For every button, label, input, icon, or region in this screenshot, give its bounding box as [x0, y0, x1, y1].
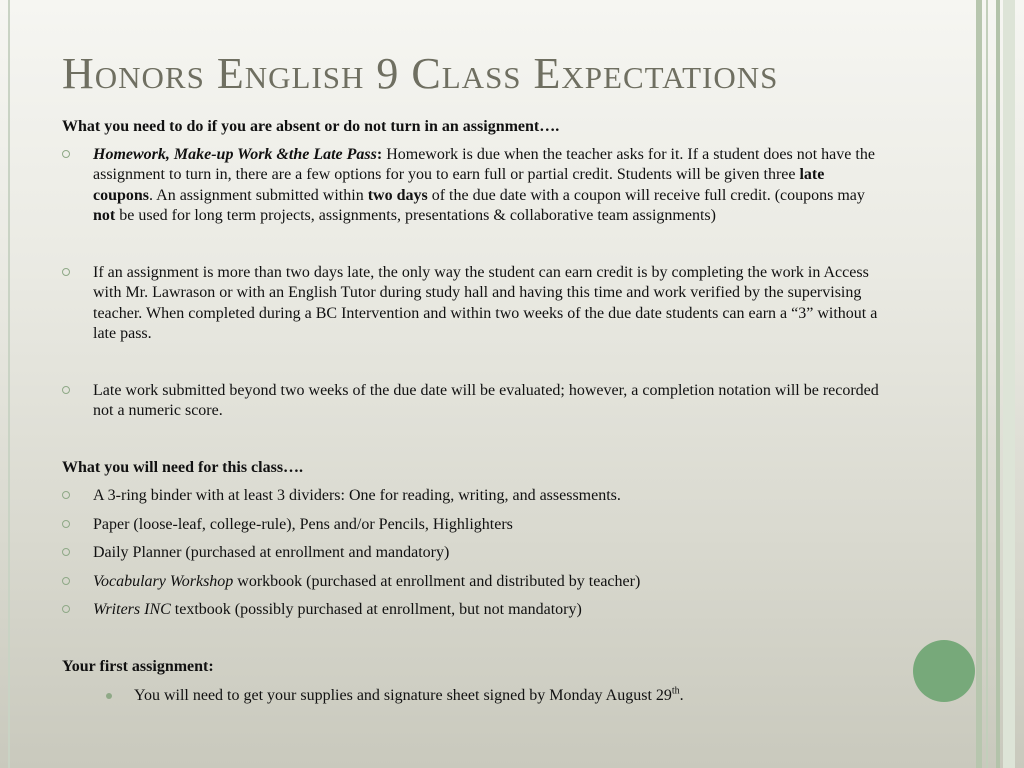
- ring-bullet-icon: [62, 577, 70, 585]
- slide-title: Honors English 9 Class Expectations: [62, 49, 779, 98]
- supply-item: Vocabulary Workshop workbook (purchased at enrollment and distributed by teacher): [62, 572, 882, 593]
- supply-item: Writers INC textbook (possibly purchased at enrollment, but not mandatory): [62, 600, 882, 621]
- frame-line-left: [8, 0, 10, 768]
- frame-line-right-1: [976, 0, 982, 768]
- late-work-bullet: If an assignment is more than two days late, the only way the student can earn credit is by completing the work in Access with Mr. Lawrason or with an English Tutor during study hall and having this time and work verified by the supervising teacher. When completed during a BC Intervention and within two weeks of the due date students can earn a “3” without a late pass.: [62, 263, 882, 345]
- dot-bullet-icon: [106, 693, 112, 699]
- slide-content: [62, 117, 882, 707]
- supply-item: Daily Planner (purchased at enrollment and mandatory): [62, 543, 882, 564]
- ring-bullet-icon: [62, 548, 70, 556]
- ring-bullet-icon: [62, 520, 70, 528]
- absent-heading: What you need to do if you are absent or do not turn in an assignment….: [62, 118, 560, 135]
- first-assignment-heading: Your first assignment:: [62, 657, 214, 675]
- decorative-circle: [913, 640, 975, 702]
- ring-bullet-icon: [62, 605, 70, 613]
- supplies-heading: What you will need for this class….: [62, 458, 304, 476]
- ring-bullet-icon: [62, 491, 70, 499]
- frame-line-right-2: [986, 0, 988, 768]
- supply-item: Paper (loose-leaf, college-rule), Pens and/or Pencils, Highlighters: [62, 515, 882, 536]
- late-pass-bullet: Homework, Make-up Work &the Late Pass: Homework is due when the teacher asks for it. If a student does not have the assignment to turn in, there are a few options for you to earn full or partial credit. Students will be given three late coupons. An assignment submitted within two days of the due date with a coupon will receive full credit. (coupons may not be used for long term projects, assignments, presentations & collaborative team assignments): [62, 145, 882, 227]
- ring-bullet-icon: [62, 150, 70, 158]
- ring-bullet-icon: [62, 386, 70, 394]
- ring-bullet-icon: [62, 268, 70, 276]
- first-assignment-item: You will need to get your supplies and signature sheet signed by Monday August 29th.: [62, 686, 882, 707]
- frame-band-right: [1003, 0, 1015, 768]
- supply-item: A 3-ring binder with at least 3 dividers: One for reading, writing, and assessments.: [62, 486, 882, 507]
- frame-line-right-3: [996, 0, 1000, 768]
- late-pass-title: Homework, Make-up Work &the Late Pass: [93, 145, 377, 163]
- beyond-two-weeks-bullet: Late work submitted beyond two weeks of the due date will be evaluated; however, a completion notation will be recorded not a numeric score.: [62, 381, 882, 422]
